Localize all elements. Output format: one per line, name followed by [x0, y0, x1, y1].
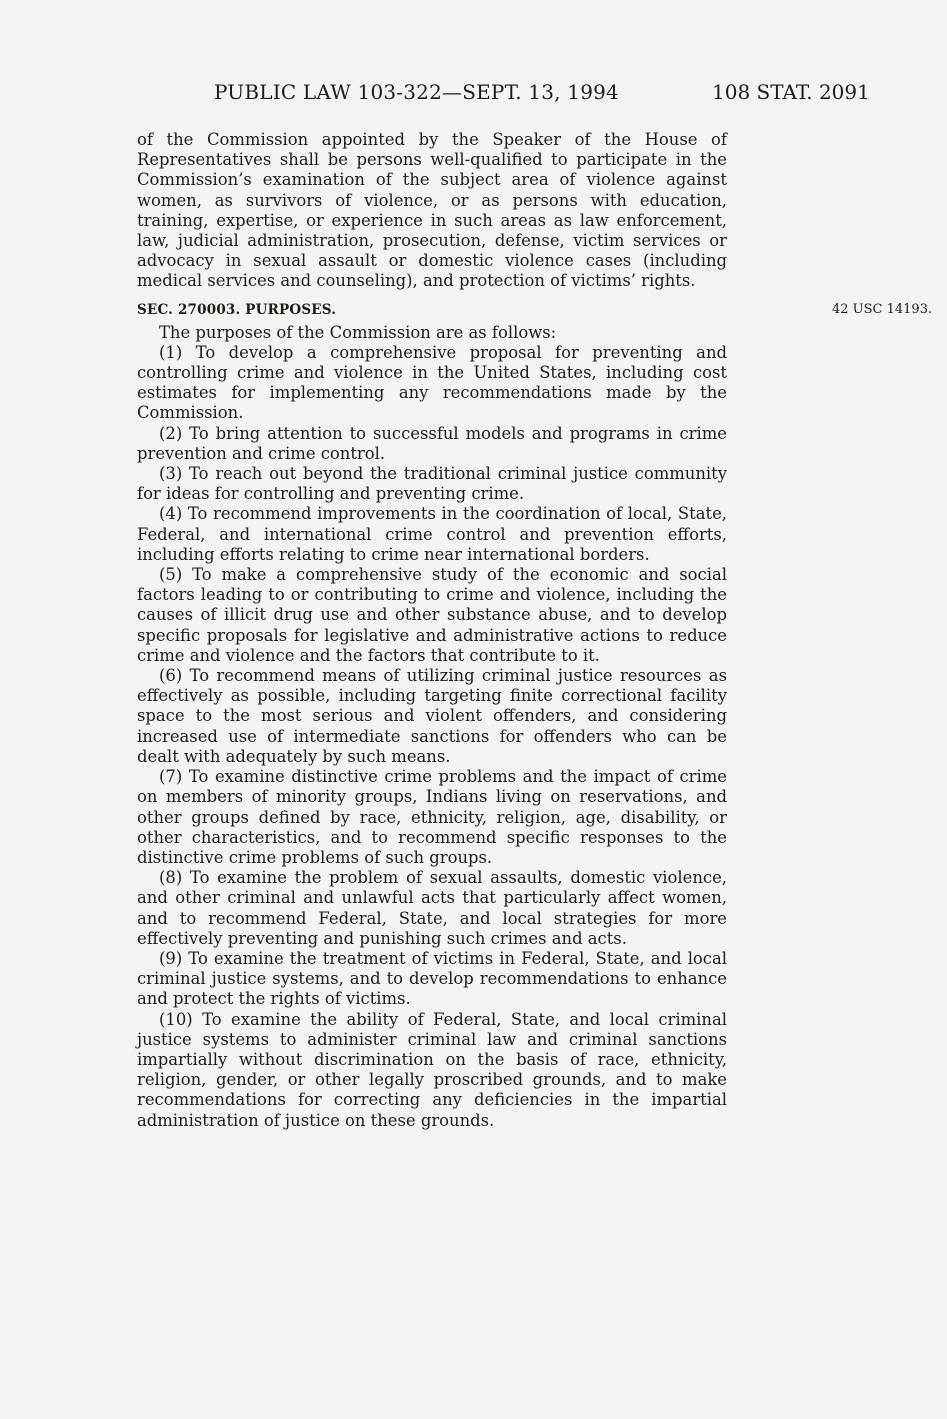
purpose-item-7: (7) To examine distinctive crime problems and the impact of crime on members of minority groups, Indians living on reservations, and other groups defined by race, ethnicity, religion, age, disability, or other characteristics, and to recommend specific responses to the distinctive crime problems of such groups.	[137, 767, 727, 867]
margin-citation: 42 USC 14193.	[832, 301, 933, 317]
purposes-intro: The purposes of the Commission are as follows:	[159, 322, 557, 342]
section-heading-row	[137, 299, 933, 319]
purpose-item-9: (9) To examine the treatment of victims in Federal, State, and local criminal justice systems, and to develop recommendations to enhance and protect the rights of victims.	[137, 948, 727, 1009]
purpose-item-1: (1) To develop a comprehensive proposal for preventing and controlling crime and violence in the United States, including cost estimates for implementing any recommendations made by the Commission.	[137, 342, 727, 423]
purpose-item-4: (4) To recommend improvements in the coordination of local, State, Federal, and international crime control and prevention efforts, including efforts relating to crime near international borders.	[137, 504, 727, 564]
stat-page-number: 108 STAT. 2091	[712, 80, 870, 104]
document-body	[137, 130, 933, 1131]
purpose-item-6: (6) To recommend means of utilizing criminal justice resources as effectively as possible, including targeting finite correctional facility space to the most serious and violent offenders, and considering increased use of intermediate sanctions for offenders who can be dealt with adequately by such means.	[137, 666, 727, 766]
purpose-item-3: (3) To reach out beyond the traditional criminal justice community for ideas for controlling and preventing crime.	[137, 464, 727, 504]
section-heading: SEC. 270003. PURPOSES.	[137, 301, 337, 318]
page-title: PUBLIC LAW 103-322—SEPT. 13, 1994	[214, 80, 619, 104]
running-head	[0, 80, 947, 110]
purpose-item-8: (8) To examine the problem of sexual assaults, domestic violence, and other criminal and unlawful acts that particularly affect women, and to recommend Federal, State, and local strategies for more effectively preventing and punishing such crimes and acts.	[137, 868, 727, 948]
purpose-item-5: (5) To make a comprehensive study of the economic and social factors leading to or contributing to crime and violence, including the causes of illicit drug use and other substance abuse, and to develop specific proposals for legislative and administrative actions to reduce crime and violence and the factors that contribute to it.	[137, 565, 727, 665]
purpose-item-2: (2) To bring attention to successful models and programs in crime prevention and crime control.	[137, 423, 727, 463]
continuation-paragraph: of the Commission appointed by the Speaker of the House of Representatives shall be persons well-qualified to participate in the Commission’s examination of the subject area of violence against women, as survivors of violence, or as persons with education, training, expertise, or experience in such areas as law enforcement, law, judicial administration, prosecution, defense, victim services or advocacy in sexual assault or domestic violence cases (including medical services and counseling), and protection of victims’ rights.	[137, 130, 727, 291]
purpose-item-10: (10) To examine the ability of Federal, State, and local criminal justice systems to administer criminal law and criminal sanctions impartially without discrimination on the basis of race, ethnicity, religion, gender, or other legally proscribed grounds, and to make recommendations for correcting any deficiencies in the impartial administration of justice on these grounds.	[137, 1009, 727, 1130]
